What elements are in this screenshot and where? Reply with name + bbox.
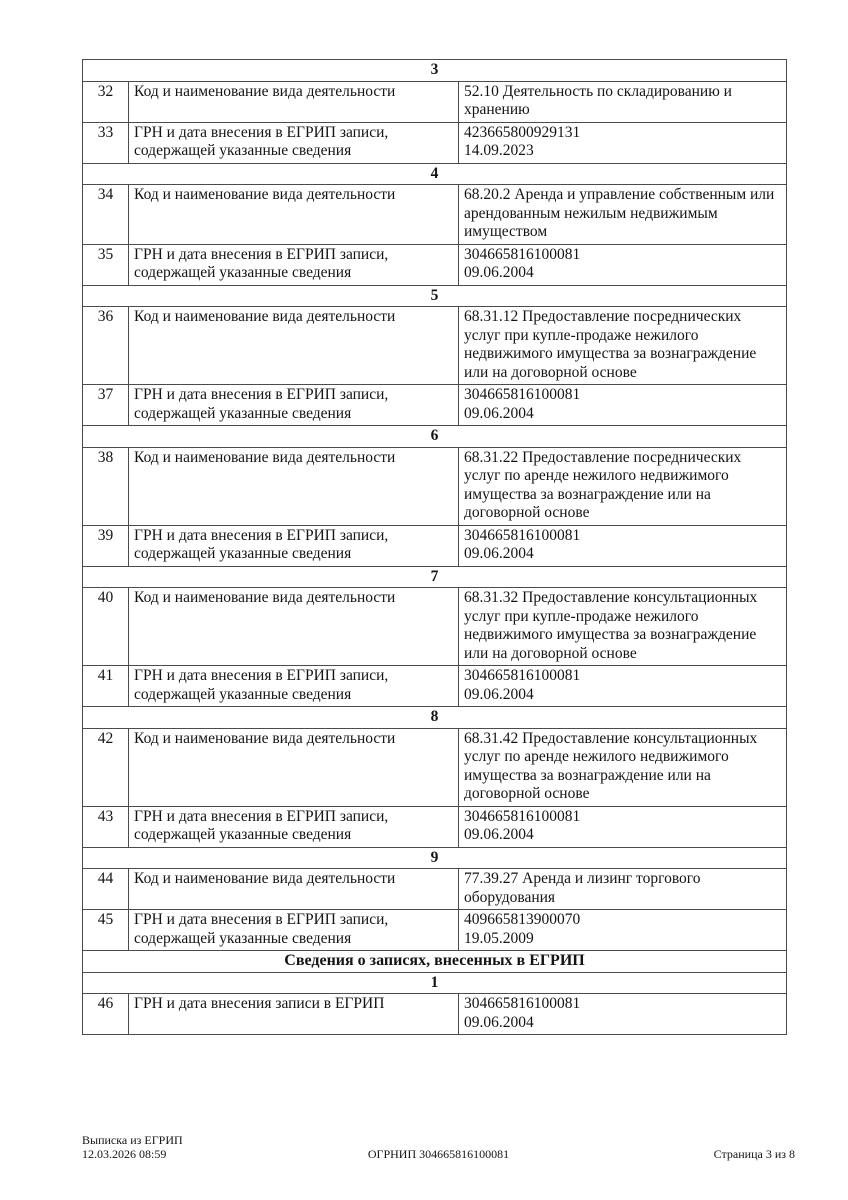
value-line: 304665816100081 <box>464 995 581 1012</box>
page-footer <box>82 1133 795 1165</box>
row-label-cell: Код и наименование вида деятельности <box>129 728 459 806</box>
table-row <box>83 385 787 426</box>
row-value-cell <box>459 525 787 566</box>
section-number-row <box>83 847 787 869</box>
section-number-cell: 4 <box>83 163 787 185</box>
row-label-cell: Код и наименование вида деятельности <box>129 185 459 245</box>
row-value-cell <box>459 122 787 163</box>
section-number-cell: 3 <box>83 60 787 82</box>
value-line: 09.06.2004 <box>464 1013 534 1031</box>
table-row <box>83 81 787 122</box>
section-number-cell: 8 <box>83 707 787 729</box>
row-value-cell <box>459 385 787 426</box>
row-number-cell: 38 <box>83 447 129 525</box>
value-line: 68.31.32 Предоставление консультационных услуг при купле-продаже нежилого недвижимого имущества за вознаграждение или на договорной основе <box>464 589 758 662</box>
table-row <box>83 666 787 707</box>
row-label-cell: ГРН и дата внесения в ЕГРИП записи, содержащей указанные сведения <box>129 666 459 707</box>
section-title-row <box>83 951 787 973</box>
table-row <box>83 447 787 525</box>
section-number-row <box>83 972 787 994</box>
row-value-cell <box>459 666 787 707</box>
value-line: 09.06.2004 <box>464 404 534 422</box>
table-row <box>83 806 787 847</box>
row-number-cell: 45 <box>83 910 129 951</box>
value-line: 304665816100081 <box>464 807 581 825</box>
row-label-cell: ГРН и дата внесения в ЕГРИП записи, содержащей указанные сведения <box>129 244 459 285</box>
row-label-cell: ГРН и дата внесения в ЕГРИП записи, содержащей указанные сведения <box>129 122 459 163</box>
section-number-cell: 6 <box>83 426 787 448</box>
section-number-cell: 1 <box>83 972 787 994</box>
row-label-cell: Код и наименование вида деятельности <box>129 307 459 385</box>
value-line: 68.31.42 Предоставление консультационных услуг по аренде нежилого недвижимого имущества за вознаграждение или на договорной основе <box>464 729 758 802</box>
row-label-cell: ГРН и дата внесения в ЕГРИП записи, содержащей указанные сведения <box>129 385 459 426</box>
value-line: 304665816100081 <box>464 526 581 544</box>
row-label-cell: Код и наименование вида деятельности <box>129 447 459 525</box>
value-line: 68.31.22 Предоставление посреднических услуг по аренде нежилого недвижимого имущества за вознаграждение или на договорной основе <box>464 448 742 521</box>
row-value-cell <box>459 244 787 285</box>
row-value-cell <box>459 307 787 385</box>
table-row <box>83 994 787 1035</box>
value-line: 423665800929131 <box>464 123 581 141</box>
egrip-details-table <box>82 59 787 1035</box>
section-number-row <box>83 707 787 729</box>
value-line: 09.06.2004 <box>464 685 534 703</box>
row-label-cell: Код и наименование вида деятельности <box>129 869 459 910</box>
row-value-cell <box>459 588 787 666</box>
row-number-cell: 44 <box>83 869 129 910</box>
table-row <box>83 122 787 163</box>
row-number-cell: 39 <box>83 525 129 566</box>
table-row <box>83 525 787 566</box>
section-number-row <box>83 285 787 307</box>
value-line: 19.05.2009 <box>464 929 534 947</box>
row-value-cell <box>459 728 787 806</box>
footer-doc-title: Выписка из ЕГРИП <box>82 1133 183 1147</box>
row-label-cell: ГРН и дата внесения в ЕГРИП записи, содержащей указанные сведения <box>129 525 459 566</box>
row-number-cell: 42 <box>83 728 129 806</box>
value-line: 409665813900070 <box>464 911 581 928</box>
row-value-cell <box>459 869 787 910</box>
row-value-cell <box>459 185 787 245</box>
section-number-cell: 7 <box>83 566 787 588</box>
egrip-table-body <box>83 60 787 1035</box>
value-line: 304665816100081 <box>464 386 581 403</box>
section-title-cell: Сведения о записях, внесенных в ЕГРИП <box>83 951 787 973</box>
table-row <box>83 185 787 245</box>
section-number-row <box>83 60 787 82</box>
table-row <box>83 244 787 285</box>
row-value-cell <box>459 910 787 951</box>
section-number-row <box>83 163 787 185</box>
value-line: 304665816100081 <box>464 667 581 684</box>
row-number-cell: 41 <box>83 666 129 707</box>
row-label-cell: ГРН и дата внесения в ЕГРИП записи, содержащей указанные сведения <box>129 806 459 847</box>
footer-timestamp: 12.03.2026 08:59 <box>82 1147 167 1161</box>
row-label-cell: Код и наименование вида деятельности <box>129 81 459 122</box>
section-number-row <box>83 566 787 588</box>
footer-page-number: Страница 3 из 8 <box>713 1147 795 1161</box>
value-line: 68.31.12 Предоставление посреднических услуг при купле-продаже нежилого недвижимого имущества за вознаграждение или на договорной основе <box>464 308 757 381</box>
table-row <box>83 869 787 910</box>
row-number-cell: 32 <box>83 81 129 122</box>
row-label-cell: ГРН и дата внесения записи в ЕГРИП <box>129 994 459 1035</box>
table-row <box>83 588 787 666</box>
row-number-cell: 37 <box>83 385 129 426</box>
row-label-cell: Код и наименование вида деятельности <box>129 588 459 666</box>
table-row <box>83 910 787 951</box>
section-number-cell: 9 <box>83 847 787 869</box>
row-number-cell: 33 <box>83 122 129 163</box>
value-line: 09.06.2004 <box>464 264 534 281</box>
value-line: 304665816100081 <box>464 245 581 263</box>
table-row <box>83 307 787 385</box>
table-row <box>83 728 787 806</box>
footer-ogrnip: ОГРНИП 304665816100081 <box>367 1147 510 1161</box>
row-value-cell <box>459 806 787 847</box>
value-line: 68.20.2 Аренда и управление собственным или арендованным нежилым недвижимым имуществом <box>464 186 775 240</box>
value-line: 52.10 Деятельность по складированию и хранению <box>464 82 732 118</box>
row-label-cell: ГРН и дата внесения в ЕГРИП записи, содержащей указанные сведения <box>129 910 459 951</box>
row-value-cell <box>459 994 787 1035</box>
row-number-cell: 46 <box>83 994 129 1035</box>
row-number-cell: 43 <box>83 806 129 847</box>
row-value-cell <box>459 81 787 122</box>
section-number-cell: 5 <box>83 285 787 307</box>
section-number-row <box>83 426 787 448</box>
row-number-cell: 36 <box>83 307 129 385</box>
value-line: 09.06.2004 <box>464 826 534 843</box>
row-number-cell: 34 <box>83 185 129 245</box>
row-number-cell: 40 <box>83 588 129 666</box>
value-line: 09.06.2004 <box>464 545 534 562</box>
value-line: 77.39.27 Аренда и лизинг торгового оборудования <box>464 870 701 906</box>
value-line: 14.09.2023 <box>464 142 534 159</box>
row-value-cell <box>459 447 787 525</box>
row-number-cell: 35 <box>83 244 129 285</box>
